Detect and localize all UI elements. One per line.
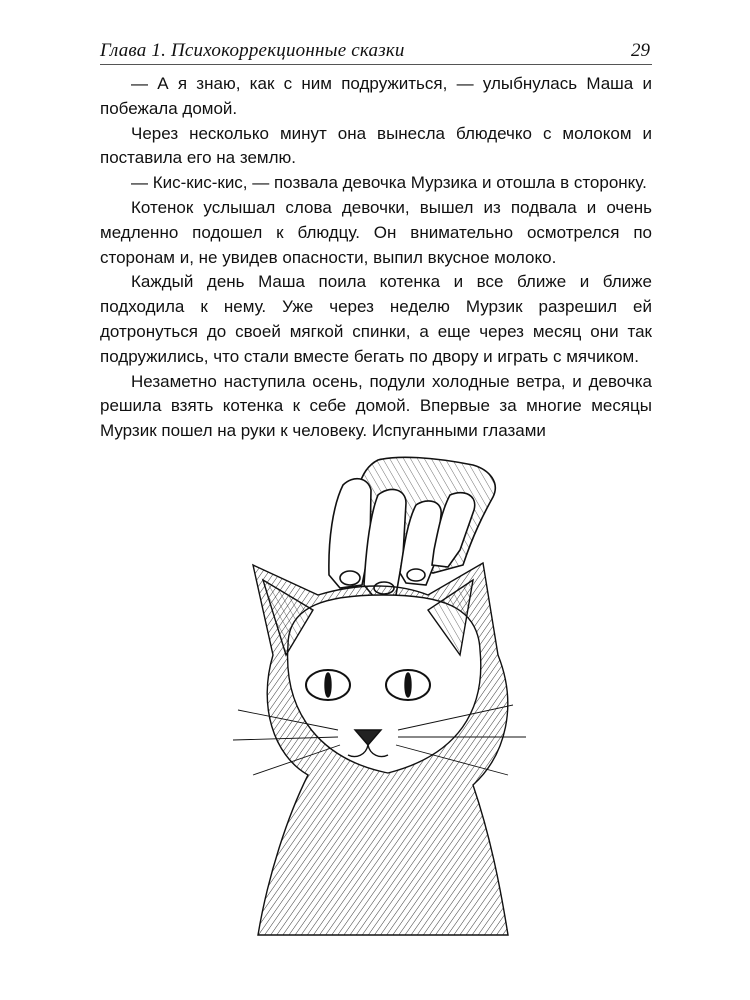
paragraph: Через несколько минут она вынесла блюдечко с молоком и поставила его на землю. [100,123,652,168]
running-header [100,38,652,65]
paragraph: — Кис-кис-кис, — позвала девочка Мурзика и отошла в сторонку. [131,173,647,193]
paragraph: Каждый день Маша поила котенка и все ближе и ближе подходила к нему. Уже через неделю Мурзик разрешил ей дотронуться до своей мягкой спинки, а еще через месяц они так подружились, что стали вместе бегать по двору и играть с мячиком. [100,272,652,366]
page-number: 29 [631,40,650,61]
paragraph: — А я знаю, как с ним подружиться, — улыбнулась Маша и побежала домой. [100,74,652,118]
paragraph: Незаметно наступила осень, подули холодные ветра, и девочка решила взять котенка к себе домой. Впервые за многие месяцы Мурзик пошел на руки к человеку. Испуганными глазами [100,371,652,441]
cat-drawing [233,563,526,935]
paragraph: Котенок услышал слова девочки, вышел из подвала и очень медленно подошел к блюдцу. Он внимательно осмотрелся по сторонам и, не увидев опасности, выпил вкусное молоко. [100,197,652,267]
chapter-title: Глава 1. Психокоррекционные сказки [100,40,405,61]
body-text [100,72,652,444]
cat-with-hand-illustration [228,455,538,950]
